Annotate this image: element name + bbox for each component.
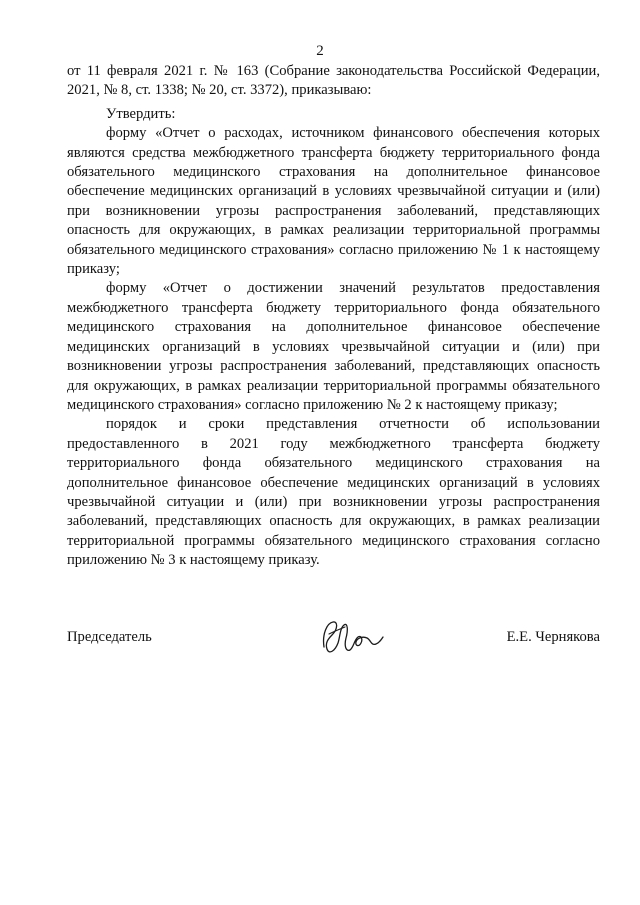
document-body <box>67 62 600 571</box>
approved-item-3: порядок и сроки представления отчетности об использовании предоставленного в 2021 году межбюджетного трансферта бюджету территориального фонда обязательного медицинского страхования на дополнительное финансовое обеспечение медицинских организаций в условиях чрезвычайной ситуации и (или) при возникновении угрозы распространения заболеваний, представляющих опасность для окружающих, в рамках реализации территориальной программы обязательного медицинского страхования согласно приложению № 3 к настоящему приказу. <box>67 416 600 569</box>
page-number: 2 <box>316 43 324 59</box>
intro-paragraph: от 11 февраля 2021 г. № 163 (Собрание законодательства Российской Федерации, 2021, № 8, ст. 1338; № 20, ст. 3372), приказываю: <box>67 63 600 99</box>
approve-heading: Утвердить: <box>106 105 176 122</box>
handwritten-signature <box>315 616 385 660</box>
signer-name: Е.Е. Чернякова <box>506 629 600 645</box>
approved-item-2: форму «Отчет о достижении значений результатов предоставления межбюджетного трансферта бюджету территориального фонда обязательного медицинского страхования на дополнительное финансовое обеспечение медицинских организаций в условиях чрезвычайной ситуации и (или) при возникновении угрозы распространения заболеваний, представляющих опасность для окружающих, в рамках реализации территориальной программы обязательного медицинского страхования» согласно приложению № 2 к настоящему приказу; <box>67 280 600 413</box>
signer-position: Председатель <box>67 629 152 645</box>
approved-item-1: форму «Отчет о расходах, источником финансового обеспечения которых являются средства межбюджетного трансферта бюджету территориального фонда обязательного медицинского страхования на дополнительное финансовое обеспечение медицинских организаций в условиях чрезвычайной ситуации и (или) при возникновении угрозы распространения заболеваний, представляющих опасность для окружающих, в рамках реализации территориальной программы обязательного медицинского страхования» согласно приложению № 1 к настоящему приказу; <box>67 125 600 278</box>
signature-block <box>67 616 600 666</box>
